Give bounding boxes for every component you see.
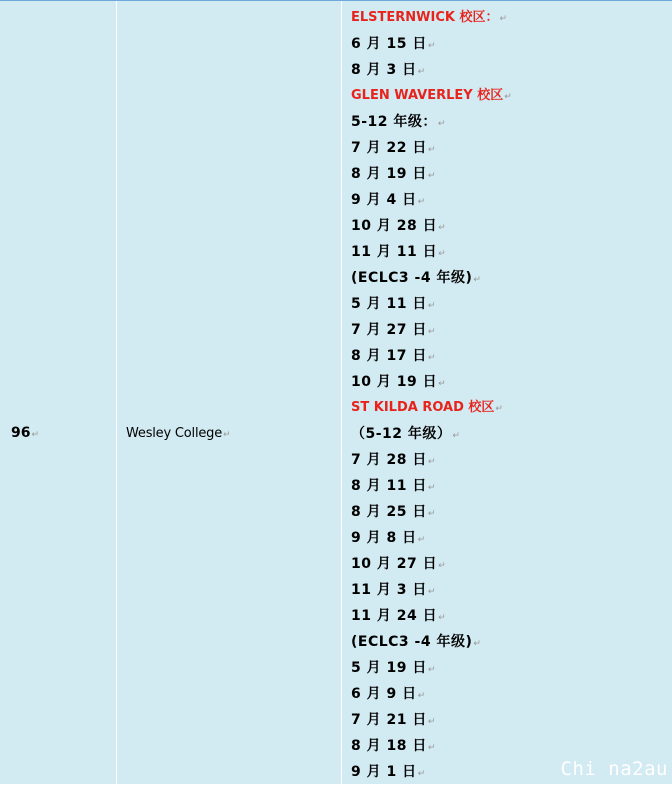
paragraph-mark-icon: ↵ xyxy=(473,275,482,285)
paragraph-mark-icon: ↵ xyxy=(499,14,508,24)
paragraph-mark-icon: ↵ xyxy=(427,327,436,337)
list-item-text: （5-12 年级） xyxy=(351,426,452,442)
paragraph-mark-icon: ↵ xyxy=(452,431,461,441)
school-name-cell xyxy=(126,426,230,441)
paragraph-mark-icon: ↵ xyxy=(438,223,447,233)
paragraph-mark-icon: ↵ xyxy=(427,145,436,155)
list-item xyxy=(351,265,671,291)
list-item-text: 5 月 19 日 xyxy=(351,660,427,676)
list-item-text: 11 月 11 日 xyxy=(351,244,438,260)
watermark: Chi na2au xyxy=(560,758,668,780)
list-item xyxy=(351,681,671,707)
paragraph-mark-icon: ↵ xyxy=(31,430,40,440)
list-item xyxy=(351,31,671,57)
list-item xyxy=(351,499,671,525)
list-item-text: 10 月 19 日 xyxy=(351,374,438,390)
paragraph-mark-icon: ↵ xyxy=(427,41,436,51)
row-number: 96 xyxy=(11,425,31,441)
list-item-text: (ECLC3 -4 年级) xyxy=(351,634,473,650)
list-item xyxy=(351,733,671,759)
list-item-text: 7 月 28 日 xyxy=(351,452,427,468)
paragraph-mark-icon: ↵ xyxy=(427,171,436,181)
list-item xyxy=(351,629,671,655)
list-item-text: 10 月 28 日 xyxy=(351,218,438,234)
list-item xyxy=(351,109,671,135)
column-divider xyxy=(341,1,342,784)
list-item xyxy=(351,369,671,395)
paragraph-mark-icon: ↵ xyxy=(495,404,503,414)
school-name: Wesley College xyxy=(126,426,223,441)
list-item-text: 7 月 22 日 xyxy=(351,140,427,156)
paragraph-mark-icon: ↵ xyxy=(427,587,436,597)
column-divider xyxy=(116,1,117,784)
list-item-text: 11 月 24 日 xyxy=(351,608,438,624)
list-item-text: 9 月 8 日 xyxy=(351,530,417,546)
paragraph-mark-icon: ↵ xyxy=(427,665,436,675)
list-item xyxy=(351,239,671,265)
paragraph-mark-icon: ↵ xyxy=(417,769,426,779)
list-item-text: 6 月 15 日 xyxy=(351,36,427,52)
list-item-text: 8 月 18 日 xyxy=(351,738,427,754)
list-item-text: (ECLC3 -4 年级) xyxy=(351,270,473,286)
paragraph-mark-icon: ↵ xyxy=(427,457,436,467)
list-item xyxy=(351,291,671,317)
list-item xyxy=(351,707,671,733)
list-item-text: 8 月 25 日 xyxy=(351,504,427,520)
list-item-text: 8 月 11 日 xyxy=(351,478,427,494)
paragraph-mark-icon: ↵ xyxy=(417,67,426,77)
list-item xyxy=(351,525,671,551)
list-item xyxy=(351,655,671,681)
list-item-text: 8 月 3 日 xyxy=(351,62,417,78)
paragraph-mark-icon: ↵ xyxy=(437,119,446,129)
campus-heading xyxy=(351,83,671,109)
list-item-text: ST KILDA ROAD 校区 xyxy=(351,400,495,415)
paragraph-mark-icon: ↵ xyxy=(417,535,426,545)
paragraph-mark-icon: ↵ xyxy=(473,639,482,649)
row-number-cell xyxy=(11,425,39,441)
list-item xyxy=(351,317,671,343)
list-item-text: 8 月 17 日 xyxy=(351,348,427,364)
paragraph-mark-icon: ↵ xyxy=(427,301,436,311)
list-item-text: 9 月 4 日 xyxy=(351,192,417,208)
list-item-text: 11 月 3 日 xyxy=(351,582,427,598)
paragraph-mark-icon: ↵ xyxy=(438,561,447,571)
list-item-text: 6 月 9 日 xyxy=(351,686,417,702)
paragraph-mark-icon: ↵ xyxy=(417,691,426,701)
paragraph-mark-icon: ↵ xyxy=(427,483,436,493)
list-item-text: 7 月 27 日 xyxy=(351,322,427,338)
list-item xyxy=(351,343,671,369)
paragraph-mark-icon: ↵ xyxy=(427,743,436,753)
paragraph-mark-icon: ↵ xyxy=(427,353,436,363)
paragraph-mark-icon: ↵ xyxy=(427,717,436,727)
list-item-text: 7 月 21 日 xyxy=(351,712,427,728)
list-item xyxy=(351,447,671,473)
list-item xyxy=(351,551,671,577)
list-item xyxy=(351,57,671,83)
list-item xyxy=(351,135,671,161)
list-item xyxy=(351,187,671,213)
list-item-text: GLEN WAVERLEY 校区 xyxy=(351,88,504,103)
paragraph-mark-icon: ↵ xyxy=(417,197,426,207)
paragraph-mark-icon: ↵ xyxy=(223,430,231,440)
list-item xyxy=(351,213,671,239)
list-item-text: 8 月 19 日 xyxy=(351,166,427,182)
paragraph-mark-icon: ↵ xyxy=(438,613,447,623)
paragraph-mark-icon: ↵ xyxy=(427,509,436,519)
list-item-text: 5-12 年级： xyxy=(351,114,437,130)
list-item xyxy=(351,421,671,447)
campus-heading xyxy=(351,395,671,421)
list-item-text: 10 月 27 日 xyxy=(351,556,438,572)
paragraph-mark-icon: ↵ xyxy=(438,379,447,389)
list-item xyxy=(351,577,671,603)
list-item xyxy=(351,473,671,499)
list-item-text: 9 月 1 日 xyxy=(351,764,417,780)
campus-heading xyxy=(351,5,671,31)
paragraph-mark-icon: ↵ xyxy=(438,249,447,259)
list-item xyxy=(351,161,671,187)
list-item xyxy=(351,603,671,629)
list-item-text: 5 月 11 日 xyxy=(351,296,427,312)
paragraph-mark-icon: ↵ xyxy=(504,92,512,102)
list-item-text: ELSTERNWICK 校区： xyxy=(351,10,499,25)
open-day-list xyxy=(351,5,671,785)
